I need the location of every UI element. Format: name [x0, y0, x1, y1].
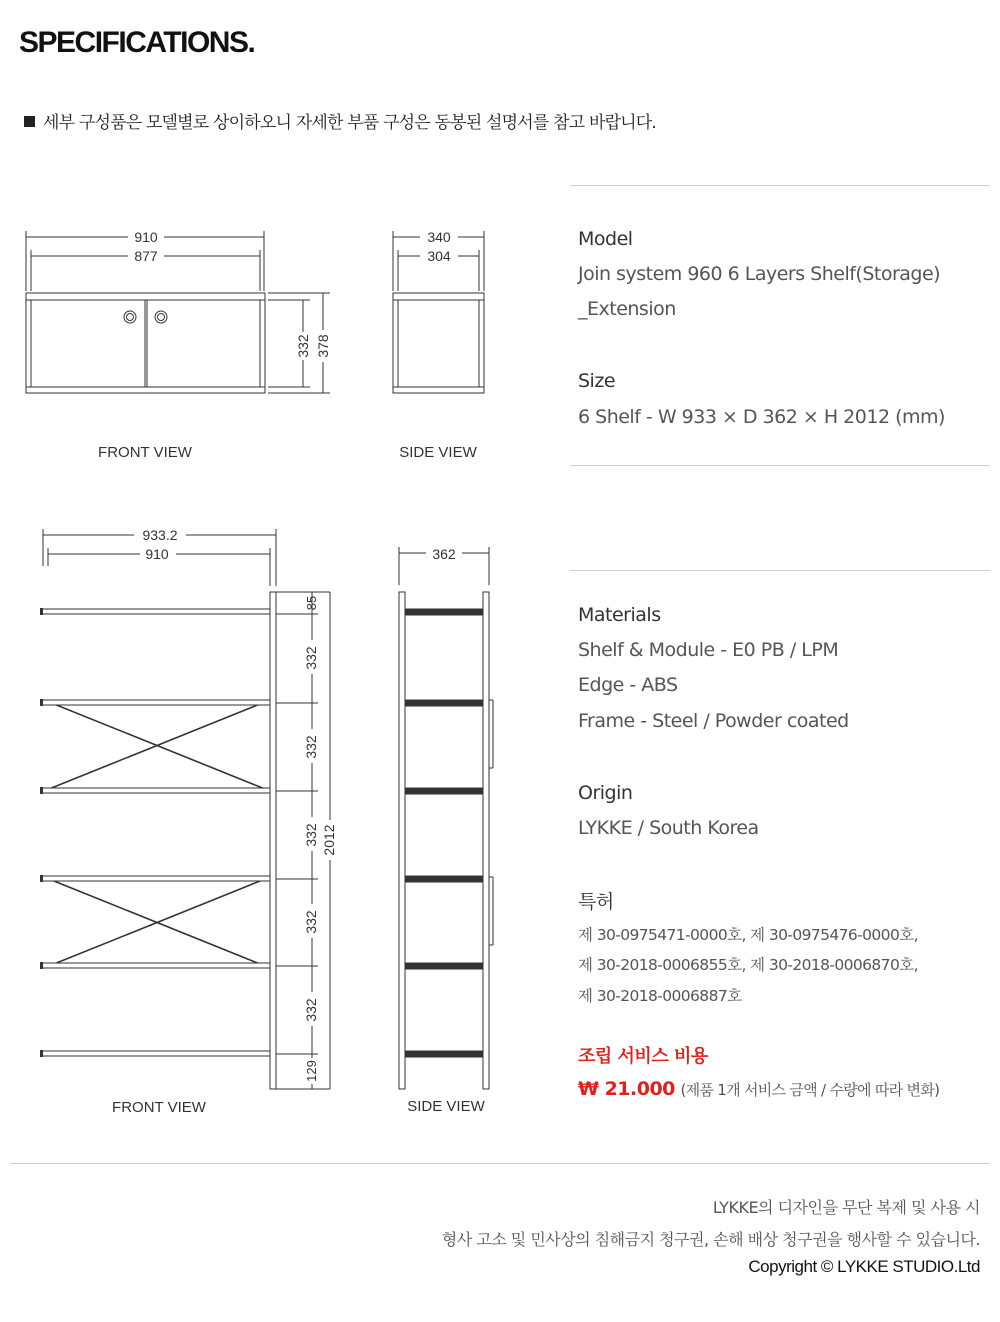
model-line-1: Join system 960 6 Layers Shelf(Storage) [578, 263, 941, 285]
footer-line-1: LYKKE의 디자인을 무단 복제 및 사용 시 [712, 1198, 980, 1217]
side-shelf-board [405, 876, 483, 882]
dim-304-label: 304 [427, 248, 451, 264]
footer-line-2: 형사 고소 및 민사상의 침해금지 청구권, 손해 배상 청구권을 행사할 수 있습니다. [441, 1230, 980, 1249]
size-label: Size [578, 370, 616, 392]
patent-line: 제 30-0975471-0000호, 제 30-0975476-0000호, [578, 926, 918, 944]
dim-332-label: 332 [295, 334, 311, 358]
dim-2012-label: 2012 [321, 824, 337, 856]
model-line-2: _Extension [578, 298, 676, 320]
top-front-drawing [26, 231, 330, 393]
dim-gap-5-label: 332 [303, 998, 319, 1022]
footer-divider [10, 1163, 990, 1164]
materials-item: Shelf & Module - E0 PB / LPM [578, 639, 839, 661]
patent-line: 제 30-2018-0006855호, 제 30-2018-0006870호, [578, 956, 918, 974]
dim-gap-3-label: 332 [303, 823, 319, 847]
dim-gap-1-label: 332 [303, 646, 319, 670]
dim-85-label: 85 [304, 595, 319, 611]
top-side-caption: SIDE VIEW [399, 444, 477, 461]
front-shelf-board [42, 1051, 270, 1056]
dim-362-label: 362 [432, 546, 456, 562]
front-shelf-edge [40, 787, 43, 794]
model-label: Model [578, 228, 633, 250]
service-label: 조립 서비스 비용 [578, 1046, 708, 1067]
divider [570, 465, 990, 466]
divider [570, 570, 990, 571]
front-shelf-edge [40, 875, 43, 882]
front-shelf-edge [40, 1050, 43, 1057]
materials-item: Edge - ABS [578, 674, 678, 696]
side-shelf-board [405, 788, 483, 794]
side-shelf-board [405, 1051, 483, 1057]
patent-label: 특허 [578, 891, 614, 913]
dim-933-label: 933.2 [142, 527, 178, 543]
dim-gap-2-label: 332 [303, 735, 319, 759]
copyright: Copyright © LYKKE STUDIO.Ltd [748, 1257, 980, 1276]
dim-877-label: 877 [134, 248, 158, 264]
service-price-row [578, 1078, 939, 1100]
side-shelves [405, 609, 483, 1057]
service-note: (제품 1개 서비스 금액 / 수량에 따라 변화) [680, 1081, 940, 1099]
bottom-front-caption: FRONT VIEW [112, 1099, 206, 1116]
materials-item: Frame - Steel / Powder coated [578, 710, 849, 732]
size-value: 6 Shelf - W 933 × D 362 × H 2012 (mm) [578, 406, 945, 428]
materials-label: Materials [578, 604, 661, 626]
dim-910-label: 910 [134, 229, 158, 245]
service-price: ₩ 21.000 [578, 1078, 675, 1100]
bottom-side-drawing [399, 547, 493, 1089]
origin-label: Origin [578, 782, 633, 804]
divider [570, 185, 990, 186]
side-shelf-board [405, 609, 483, 615]
front-shelf-board [42, 788, 270, 793]
side-shelf-board [405, 700, 483, 706]
front-shelves [40, 608, 270, 1057]
front-shelf-board [42, 876, 270, 881]
notice-label: 세부 구성품은 모델별로 상이하오니 자세한 부품 구성은 동봉된 설명서를 참고 바랍니다. [43, 113, 657, 133]
front-shelf-edge [40, 962, 43, 969]
technical-drawings [0, 0, 560, 1140]
origin-value: LYKKE / South Korea [578, 817, 759, 839]
patent-line: 제 30-2018-0006887호 [578, 987, 742, 1005]
front-shelf-edge [40, 608, 43, 615]
front-shelf-edge [40, 699, 43, 706]
dim-129-label: 129 [304, 1060, 319, 1082]
bottom-side-caption: SIDE VIEW [407, 1098, 485, 1115]
front-shelf-board [42, 700, 270, 705]
side-shelf-board [405, 963, 483, 969]
dim-gap-4-label: 332 [303, 910, 319, 934]
dim-378-label: 378 [315, 334, 331, 358]
front-shelf-board [42, 963, 270, 968]
front-shelf-board [42, 609, 270, 614]
dim-910b-label: 910 [145, 546, 169, 562]
top-front-caption: FRONT VIEW [98, 444, 192, 461]
page-title: SPECIFICATIONS. [19, 26, 255, 59]
dim-340-label: 340 [427, 229, 451, 245]
